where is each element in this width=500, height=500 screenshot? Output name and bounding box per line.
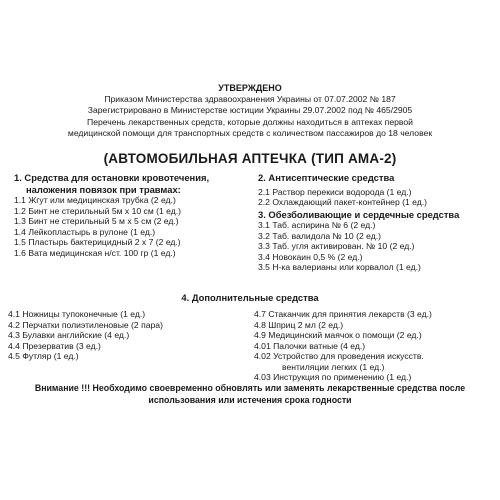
section-3-heading: 3. Обезболивающие и сердечные средства xyxy=(258,208,460,220)
list-description-line-1: Перечень лекарственных средств, которые должны находиться в аптеках первой xyxy=(87,117,413,127)
list-item: 1.6 Вата медицинская н/ст. 100 гр (1 ед.) xyxy=(14,247,176,258)
list-item: 4.01 Палочки ватные (4 ед.) xyxy=(254,340,366,351)
list-item: 4.9 Медицинский маячок о помощи (2 ед.) xyxy=(254,330,422,340)
list-item: 2.1 Раствор перекиси водорода (1 ед.) xyxy=(258,186,412,197)
list-item: 3.5 Н-ка валерианы или корвалол (1 ед.) xyxy=(258,262,421,272)
warning-note-line-1: Внимание !!! Необходимо своевременно обновлять или заменять лекарственные средства после xyxy=(34,383,466,393)
list-item: 4.5 Футляр (1 ед.) xyxy=(8,351,79,361)
order-line: Приказом Министерства здравоохранения Украины от 07.07.2002 № 187 xyxy=(104,94,396,104)
section-4-left xyxy=(8,309,163,362)
section-2-heading: 2. Антисептические средства xyxy=(258,172,395,183)
list-item: 4.4 Презерватив (3 ед.) xyxy=(8,340,101,351)
list-item: 3.1 Таб. аспирина № 6 (2 ед.) xyxy=(258,220,376,230)
list-item: 1.2 Бинт не стерильный 5м х 10 см (1 ед.) xyxy=(14,205,182,216)
list-item: 3.3 Таб. угля активирован. № 10 (2 ед.) xyxy=(258,241,415,251)
section-1 xyxy=(14,172,209,258)
section-1-heading-line-1: 1. Средства для остановки кровотечения, xyxy=(14,172,210,183)
list-item: вентиляции легких (1 ед.) xyxy=(282,361,385,372)
list-item: 3.4 Новокаин 0,5 % (2 ед.) xyxy=(258,251,363,262)
list-item: 4.7 Стаканчик для принятия лекарств (3 ед.) xyxy=(254,309,432,319)
section-4-heading: 4. Дополнительные средства xyxy=(181,292,319,303)
warning-note-line-2: использования или истечения срока годности xyxy=(148,395,352,405)
sections-2-3 xyxy=(258,172,459,273)
list-item: 4.8 Шприц 2 мл (2 ед.) xyxy=(254,319,344,330)
warning-note xyxy=(0,382,500,406)
approved-label: УТВЕРЖДЕНО xyxy=(218,83,282,93)
list-description-line-2: медицинской помощи для транспортных средств с количеством пассажиров до 18 человек xyxy=(67,128,433,138)
document-title: (АВТОМОБИЛЬНАЯ АПТЕЧКА (ТИП АМА-2) xyxy=(103,151,397,166)
section-1-heading-line-2: наложения повязок при травмах: xyxy=(26,183,181,195)
list-item: 1.5 Пластырь бактерицидный 2 х 7 (2 ед.) xyxy=(14,237,181,247)
list-item: 4.3 Булавки английские (4 ед.) xyxy=(8,330,130,340)
list-item: 4.2 Перчатки полиэтиленовые (2 пара) xyxy=(8,319,163,330)
list-item: 2.2 Охлаждающий пакет-контейнер (1 ед.) xyxy=(258,197,428,207)
list-item: 4.02 Устройство для проведения искусств. xyxy=(254,351,424,361)
section-4-right xyxy=(254,309,432,383)
list-item: 3.2 Таб. валидола № 10 (2 ед.) xyxy=(258,230,381,241)
registration-line: Зарегистрировано в Министерстве юстиции Украины 29.07.2002 под № 465/2905 xyxy=(87,105,413,115)
list-item: 4.03 Инструкция по применению (1 ед.) xyxy=(254,372,412,382)
list-item: 1.3 Бинт не стерильный 5 м х 5 см (2 ед.) xyxy=(14,216,179,226)
list-item: 4.1 Ножницы тупоконечные (1 ед.) xyxy=(8,309,146,319)
list-item: 1.1 Жгут или медицинская трубка (2 ед.) xyxy=(14,195,176,205)
list-item: 1.4 Лейкопластырь в рулоне (1 ед.) xyxy=(14,226,156,237)
